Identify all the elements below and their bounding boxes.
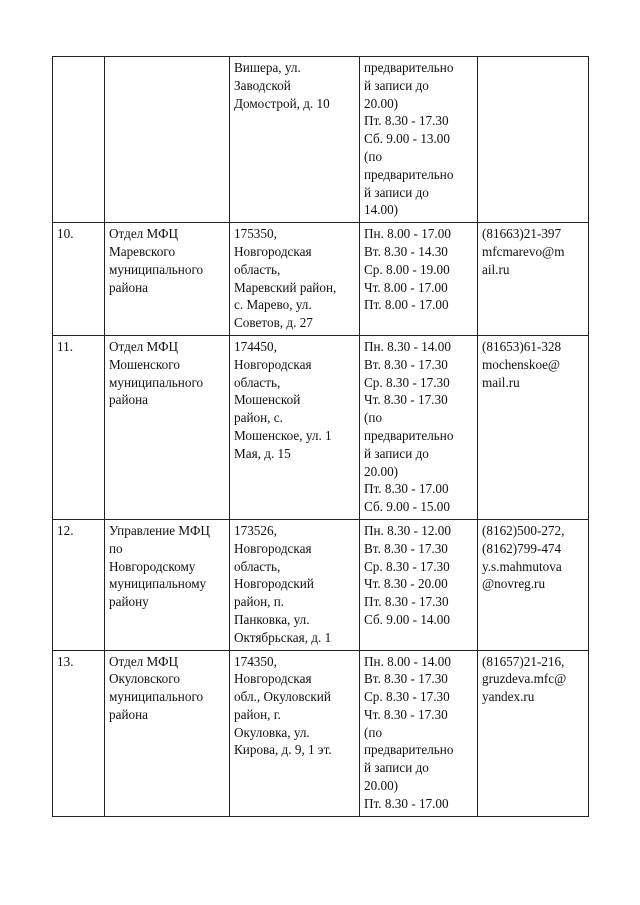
table-body — [53, 57, 589, 817]
address-cell — [230, 335, 360, 519]
contacts-cell — [478, 650, 589, 816]
cell-line: с. Марево, ул. — [234, 297, 312, 313]
cell-line: Мошенского — [109, 356, 180, 372]
cell-line: 174350, — [234, 653, 277, 669]
working-hours-cell — [360, 57, 478, 223]
cell-line: Вт. 8.30 - 17.30 — [364, 540, 448, 556]
cell-line: муниципального — [109, 261, 204, 277]
cell-line: Чт. 8.30 - 17.30 — [364, 706, 448, 722]
cell-line: Чт. 8.30 - 17.30 — [364, 392, 448, 408]
cell-line: Заводской — [234, 77, 291, 93]
cell-line: (81653)61-328 — [482, 338, 562, 354]
cell-line: yandex.ru — [482, 689, 535, 705]
row-number-cell: 13. — [53, 650, 105, 816]
address-cell — [230, 223, 360, 336]
cell-line: mfcmarevo@m — [482, 243, 565, 259]
cell-line: Мошенское, ул. 1 — [234, 427, 332, 443]
cell-line: (по — [364, 410, 383, 426]
cell-line: Новгородская — [234, 243, 312, 259]
contacts-cell — [478, 335, 589, 519]
cell-line: район, г. — [234, 706, 281, 722]
cell-line: по — [109, 540, 123, 556]
cell-line: района — [109, 279, 149, 295]
cell-line: й записи до — [364, 445, 429, 461]
cell-line: Домострой, д. 10 — [234, 95, 330, 111]
cell-line: предварительно — [364, 60, 454, 75]
office-name-cell — [105, 335, 230, 519]
cell-line: района — [109, 706, 149, 722]
address-cell — [230, 650, 360, 816]
address-cell — [230, 519, 360, 650]
cell-line: Новгородская — [234, 356, 312, 372]
cell-line: 20.00) — [364, 463, 399, 479]
cell-line: Отдел МФЦ — [109, 338, 179, 354]
cell-line: предварительно — [364, 427, 454, 443]
working-hours-cell — [360, 650, 478, 816]
cell-line: y.s.mahmutova — [482, 558, 562, 574]
cell-line: муниципального — [109, 374, 204, 390]
cell-line: й записи до — [364, 184, 429, 200]
cell-line: Пт. 8.30 - 17.00 — [364, 481, 449, 497]
cell-line: Окуловского — [109, 671, 180, 687]
cell-line: Пт. 8.30 - 17.30 — [364, 113, 449, 129]
office-name-cell — [105, 57, 230, 223]
cell-line: район, с. — [234, 410, 283, 426]
cell-line: 14.00) — [364, 202, 399, 218]
cell-line: gruzdeva.mfc@ — [482, 671, 567, 687]
row-number-cell — [53, 57, 105, 223]
cell-line: Панковка, ул. — [234, 611, 310, 627]
office-name-cell — [105, 223, 230, 336]
cell-line: Пн. 8.00 - 14.00 — [364, 653, 451, 669]
cell-line: Новгородский — [234, 576, 314, 592]
cell-line: Вт. 8.30 - 17.30 — [364, 356, 448, 372]
office-name-cell — [105, 519, 230, 650]
office-name-cell — [105, 650, 230, 816]
cell-line: Сб. 9.00 - 13.00 — [364, 131, 450, 147]
working-hours-cell — [360, 335, 478, 519]
table-row — [53, 57, 589, 223]
cell-line: (81663)21-397 — [482, 226, 562, 242]
cell-line: району — [109, 594, 149, 610]
cell-line: Ср. 8.00 - 19.00 — [364, 261, 450, 277]
cell-line: ail.ru — [482, 261, 510, 277]
cell-line: (по — [364, 724, 383, 740]
cell-line: (по — [364, 148, 383, 164]
cell-line: Маревского — [109, 243, 176, 259]
cell-line: муниципального — [109, 689, 204, 705]
cell-line: область, — [234, 558, 281, 574]
cell-line: Вт. 8.30 - 17.30 — [364, 671, 448, 687]
cell-line: Окуловка, ул. — [234, 724, 310, 740]
table-row — [53, 223, 589, 336]
cell-line: Новгородскому — [109, 558, 196, 574]
cell-line: Управление МФЦ — [109, 522, 210, 538]
cell-line: (8162)799-474 — [482, 540, 562, 556]
cell-line: mail.ru — [482, 374, 520, 390]
working-hours-cell — [360, 223, 478, 336]
table-row — [53, 650, 589, 816]
cell-line: mochenskoe@ — [482, 356, 561, 372]
cell-line: область, — [234, 261, 281, 277]
cell-line: района — [109, 392, 149, 408]
cell-line: обл., Окуловский — [234, 689, 331, 705]
cell-line: 173526, — [234, 522, 277, 538]
cell-line: муниципальному — [109, 576, 207, 592]
cell-line: (8162)500-272, — [482, 522, 565, 538]
row-number-cell: 11. — [53, 335, 105, 519]
cell-line: 20.00) — [364, 778, 399, 794]
contacts-cell — [478, 519, 589, 650]
cell-line: Новгородская — [234, 540, 312, 556]
cell-line: 175350, — [234, 226, 277, 242]
cell-line: предварительно — [364, 742, 454, 758]
cell-line: Маревский район, — [234, 279, 337, 295]
cell-line: район, п. — [234, 594, 285, 610]
cell-line: Пн. 8.00 - 17.00 — [364, 226, 451, 242]
row-number-cell: 10. — [53, 223, 105, 336]
cell-line: Пт. 8.30 - 17.30 — [364, 594, 449, 610]
cell-line: 174450, — [234, 338, 277, 354]
cell-line: Пн. 8.30 - 12.00 — [364, 522, 451, 538]
table-row — [53, 335, 589, 519]
cell-line: й записи до — [364, 760, 429, 776]
row-number-cell: 12. — [53, 519, 105, 650]
cell-line: Ср. 8.30 - 17.30 — [364, 558, 450, 574]
cell-line: область, — [234, 374, 281, 390]
working-hours-cell — [360, 519, 478, 650]
cell-line: Октябрьская, д. 1 — [234, 629, 332, 645]
cell-line: Вт. 8.30 - 14.30 — [364, 243, 448, 259]
mfc-offices-table — [52, 56, 589, 817]
cell-line: предварительно — [364, 166, 454, 182]
cell-line: й записи до — [364, 77, 429, 93]
contacts-cell — [478, 223, 589, 336]
address-cell — [230, 57, 360, 223]
cell-line: Пт. 8.30 - 17.00 — [364, 795, 449, 811]
cell-line: @novreg.ru — [482, 576, 546, 592]
cell-line: Ср. 8.30 - 17.30 — [364, 689, 450, 705]
cell-line: Отдел МФЦ — [109, 226, 179, 242]
cell-line: Сб. 9.00 - 14.00 — [364, 611, 450, 627]
cell-line: Советов, д. 27 — [234, 315, 313, 331]
cell-line: Сб. 9.00 - 15.00 — [364, 499, 450, 515]
cell-line: Новгородская — [234, 671, 312, 687]
cell-line: Вишера, ул. — [234, 60, 301, 75]
cell-line: Пт. 8.00 - 17.00 — [364, 297, 449, 313]
cell-line: Мошенской — [234, 392, 301, 408]
cell-line: 20.00) — [364, 95, 399, 111]
cell-line: (81657)21-216, — [482, 653, 565, 669]
table-row — [53, 519, 589, 650]
cell-line: Чт. 8.30 - 20.00 — [364, 576, 448, 592]
cell-line: Мая, д. 15 — [234, 445, 291, 461]
cell-line: Отдел МФЦ — [109, 653, 179, 669]
cell-line: Пн. 8.30 - 14.00 — [364, 338, 451, 354]
cell-line: Кирова, д. 9, 1 эт. — [234, 742, 332, 758]
cell-line: Ср. 8.30 - 17.30 — [364, 374, 450, 390]
cell-line: Чт. 8.00 - 17.00 — [364, 279, 448, 295]
contacts-cell — [478, 57, 589, 223]
